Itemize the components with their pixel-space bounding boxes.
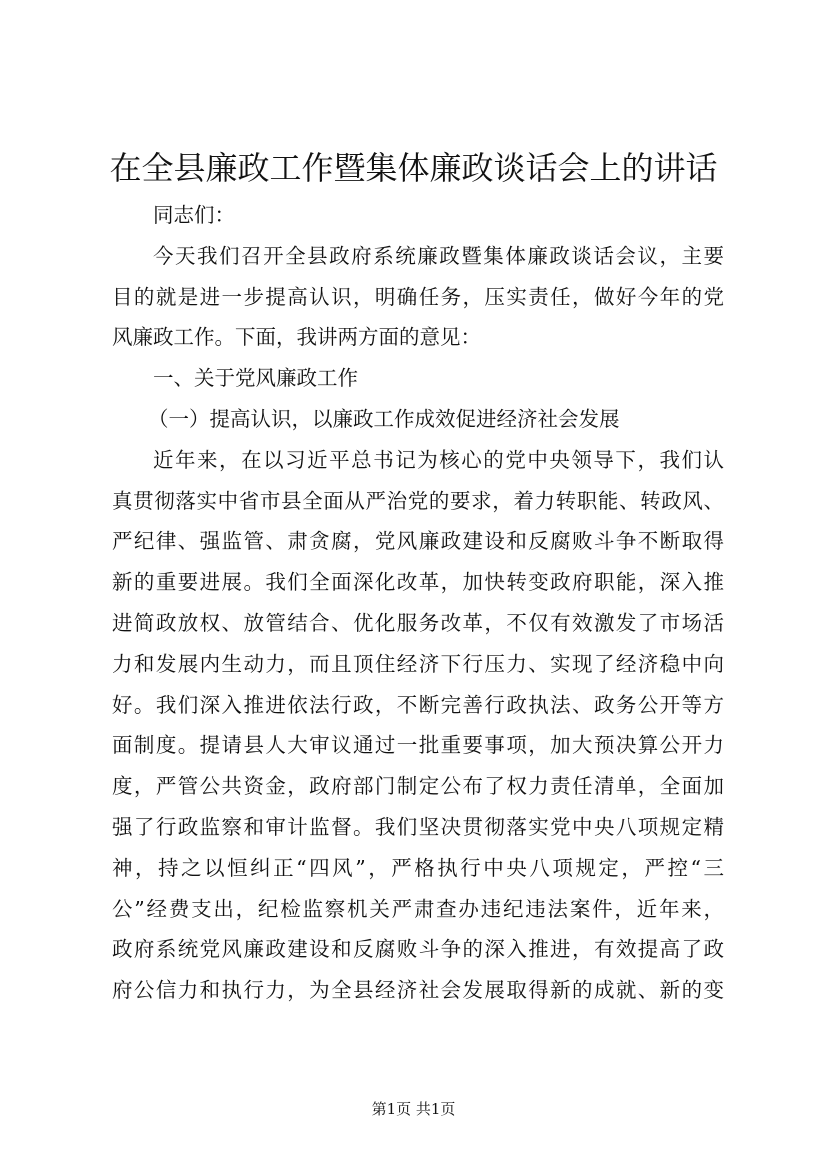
salutation-line: 同志们： bbox=[153, 203, 235, 227]
paragraph-line: 神，持之以恒纠正“四风”，严格执行中央八项规定，严控“三 bbox=[112, 855, 724, 880]
paragraph-line: 府公信力和执行力，为全县经济社会发展取得新的成就、新的变 bbox=[112, 978, 724, 1003]
paragraph-line: 新的重要进展。我们全面深化改革，加快转变政府职能，深入推 bbox=[112, 570, 724, 595]
paragraph-line: 度，严管公共资金，政府部门制定公布了权力责任清单，全面加 bbox=[112, 774, 724, 799]
paragraph-line: 风廉政工作。下面，我讲两方面的意见： bbox=[112, 325, 481, 350]
subsection-heading: （一）提高认识，以廉政工作成效促进经济社会发展 bbox=[148, 406, 620, 431]
section-heading: 一、关于党风廉政工作 bbox=[153, 366, 358, 391]
paragraph-line: 近年来，在以习近平总书记为核心的党中央领导下，我们认 bbox=[153, 447, 724, 472]
document-title: 在全县廉政工作暨集体廉政谈话会上的讲话 bbox=[109, 149, 718, 187]
document-body bbox=[112, 195, 724, 1011]
paragraph-line: 真贯彻落实中省市县全面从严治党的要求，着力转职能、转政风、 bbox=[112, 488, 724, 513]
paragraph-line: 进简政放权、放管结合、优化服务改革，不仅有效激发了市场活 bbox=[112, 610, 724, 635]
paragraph-line: 好。我们深入推进依法行政，不断完善行政执法、政务公开等方 bbox=[112, 692, 724, 717]
paragraph-line: 今天我们召开全县政府系统廉政暨集体廉政谈话会议，主要 bbox=[153, 243, 724, 268]
paragraph-line: 强了行政监察和审计监督。我们坚决贯彻落实党中央八项规定精 bbox=[112, 814, 724, 839]
paragraph-line: 力和发展内生动力，而且顶住经济下行压力、实现了经济稳中向 bbox=[112, 651, 724, 676]
paragraph-line: 面制度。提请县人大审议通过一批重要事项，加大预决算公开力 bbox=[112, 733, 724, 758]
page-number-footer: 第1页 共1页 bbox=[371, 1100, 456, 1118]
paragraph-line: 严纪律、强监管、肃贪腐，党风廉政建设和反腐败斗争不断取得 bbox=[112, 529, 724, 554]
paragraph-line: 目的就是进一步提高认识，明确任务，压实责任，做好今年的党 bbox=[112, 284, 724, 309]
paragraph-line: 公”经费支出，纪检监察机关严肃查办违纪违法案件，近年来， bbox=[112, 896, 724, 921]
paragraph-line: 政府系统党风廉政建设和反腐败斗争的深入推进，有效提高了政 bbox=[112, 937, 724, 962]
